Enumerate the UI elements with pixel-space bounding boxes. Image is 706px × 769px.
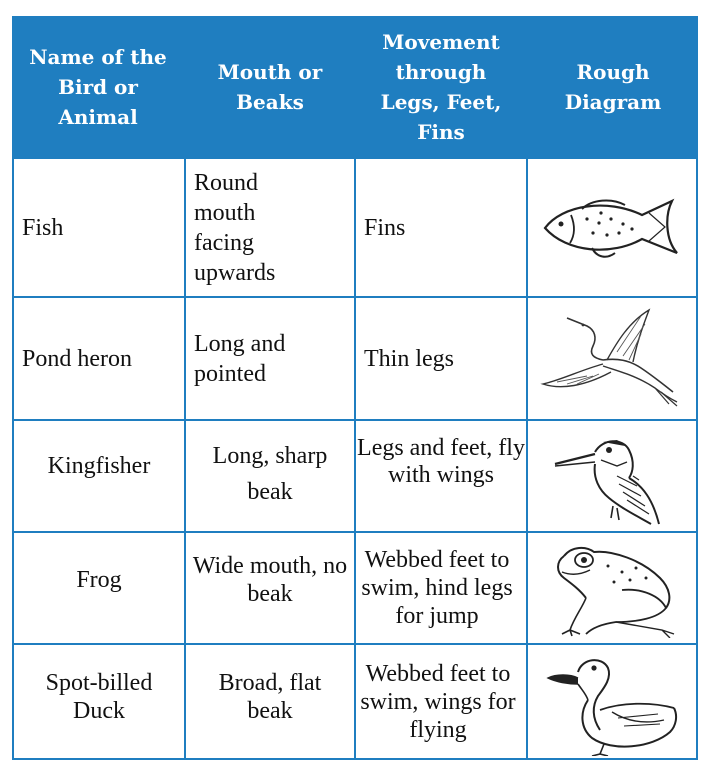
header-movement [356, 16, 526, 157]
row-1-name-text: Fish [22, 214, 64, 241]
row-3-diagram [528, 421, 696, 531]
header-movement-text: Movement through Legs, Feet, Fins [380, 29, 502, 144]
row-5-mouth-text: Broad, flat beak [218, 669, 322, 724]
header-mouth-text: Mouth or Beaks [217, 59, 323, 114]
header-name [12, 16, 184, 157]
row-2-mouth [186, 298, 354, 419]
row-3-mouth [186, 421, 354, 531]
row-3-mouth-text: Long, sharp beak [212, 443, 328, 505]
row-3-name [14, 421, 184, 531]
kingfisher-icon [547, 426, 677, 526]
row-4-movement-text: Webbed feet to swim, hind legs for jump [361, 547, 513, 629]
fish-icon [537, 193, 687, 263]
frog-icon [542, 538, 682, 638]
header-name-text: Name of the Bird or Animal [29, 44, 167, 129]
row-5-diagram [528, 645, 696, 758]
row-1-name [14, 159, 184, 296]
row-2-diagram [528, 298, 696, 419]
row-4-diagram [528, 533, 696, 643]
row-4-name-text: Frog [76, 567, 122, 593]
heron-icon [537, 306, 687, 411]
row-4-mouth-text: Wide mouth, no beak [192, 553, 348, 607]
header-diagram-text: Rough Diagram [564, 59, 662, 114]
row-5-movement-text: Webbed feet to swim, wings for flying [360, 660, 516, 743]
row-2-movement [356, 298, 526, 419]
row-2-name-text: Pond heron [22, 345, 132, 372]
row-1-mouth-text: Round mouth facing upwards [194, 169, 276, 286]
header-diagram [528, 16, 698, 157]
row-2-mouth-text: Long and pointed [194, 330, 286, 387]
bird-animal-table [12, 16, 698, 760]
row-4-mouth [186, 533, 354, 643]
row-3-movement [356, 421, 526, 531]
row-4-name [14, 533, 184, 643]
row-2-movement-text: Thin legs [364, 345, 454, 372]
row-5-name [14, 645, 184, 758]
row-1-movement [356, 159, 526, 296]
row-5-name-text: Spot-billed Duck [45, 669, 153, 724]
row-1-diagram [528, 159, 696, 296]
duck-icon [542, 648, 682, 756]
row-2-name [14, 298, 184, 419]
row-1-movement-text: Fins [364, 214, 406, 241]
row-5-mouth [186, 645, 354, 758]
row-3-name-text: Kingfisher [47, 453, 151, 479]
row-1-mouth [186, 159, 354, 296]
header-mouth [186, 16, 354, 157]
row-5-movement [356, 645, 526, 758]
row-4-movement [356, 533, 526, 643]
row-3-movement-text: Legs and feet, fly with wings [357, 435, 525, 488]
